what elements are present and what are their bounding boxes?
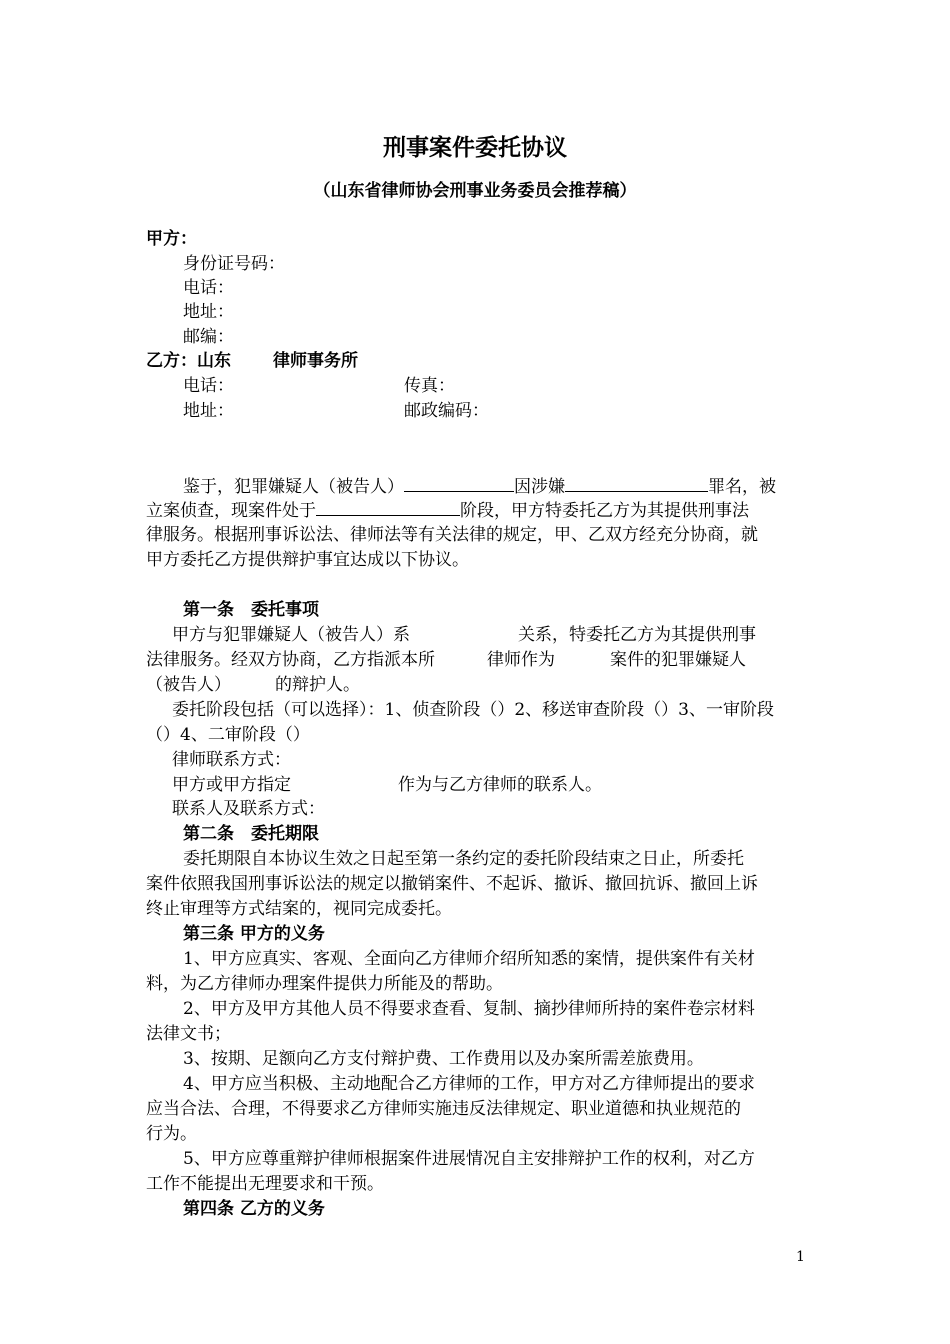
article-text: 的辩护人。 (275, 675, 360, 695)
article-text: 案件的犯罪嫌疑人 (610, 650, 746, 670)
article-1-line-6: 律师联系方式： (172, 750, 291, 770)
article-3-heading: 第三条 甲方的义务 (183, 924, 325, 944)
article-text: 作为与乙方律师的联系人。 (398, 775, 602, 795)
article-2-line-3: 终止审理等方式结案的，视同完成委托。 (146, 899, 452, 919)
article-1-line-5: （）4、二审阶段（） (146, 725, 310, 745)
preamble-text: 鉴于，犯罪嫌疑人（被告人） (183, 477, 404, 497)
article-3-p4-line-1: 4、甲方应当积极、主动地配合乙方律师的工作，甲方对乙方律师提出的要求 (183, 1074, 755, 1094)
article-3-p3-line-1: 3、按期、足额向乙方支付辩护费、工作费用以及办案所需差旅费用。 (183, 1049, 704, 1069)
suspect-name-blank[interactable] (404, 474, 514, 492)
article-3-p4-line-3: 行为。 (146, 1124, 197, 1144)
preamble-line-2 (146, 498, 749, 523)
article-1-line-1 (172, 623, 756, 647)
article-1-line-7 (172, 773, 602, 797)
party-b-label (146, 349, 358, 373)
charge-blank[interactable] (565, 474, 708, 492)
party-a-id-label: 身份证号码： (183, 254, 285, 274)
document-subtitle: （山东省律师协会刑事业务委员会推荐稿） (313, 181, 637, 201)
article-3-p1-line-1: 1、甲方应真实、客观、全面向乙方律师介绍所知悉的案情，提供案件有关材 (183, 949, 755, 969)
article-3-p2-line-2: 法律文书； (146, 1024, 231, 1044)
party-b-label-prefix: 乙方：山东 (146, 351, 231, 371)
party-b-address-label: 地址： (183, 401, 234, 421)
party-a-postcode-label: 邮编： (183, 327, 234, 347)
preamble-text: 罪名，被 (708, 477, 776, 497)
article-text: 关系，特委托乙方为其提供刑事 (518, 625, 756, 645)
article-3-p4-line-2: 应当合法、合理，不得要求乙方律师实施违反法律规定、职业道德和执业规范的 (146, 1099, 741, 1119)
article-text: 法律服务。经双方协商，乙方指派本所 (146, 650, 435, 670)
party-a-label: 甲方： (146, 229, 197, 249)
party-b-phone-label: 电话： (183, 376, 234, 396)
document-title: 刑事案件委托协议 (383, 134, 567, 161)
article-1-line-3 (146, 673, 360, 697)
article-3-p1-line-2: 料，为乙方律师办理案件提供力所能及的帮助。 (146, 974, 503, 994)
article-text: 甲方或甲方指定 (172, 775, 291, 795)
stage-blank[interactable] (316, 498, 460, 516)
preamble-line-3: 律服务。根据刑事诉讼法、律师法等有关法律的规定，甲、乙双方经充分协商，就 (146, 525, 758, 545)
party-b-label-suffix: 律师事务所 (273, 351, 358, 371)
party-b-fax-label: 传真： (404, 376, 455, 396)
article-text: 律师作为 (487, 650, 555, 670)
article-text: （被告人） (146, 675, 231, 695)
article-1-line-8: 联系人及联系方式： (172, 799, 325, 819)
party-b-postal-label: 邮政编码： (404, 401, 489, 421)
preamble-text: 阶段，甲方特委托乙方为其提供刑事法 (460, 501, 749, 521)
article-1-line-2 (146, 648, 746, 672)
preamble-text: 因涉嫌 (514, 477, 565, 497)
article-text: 甲方与犯罪嫌疑人（被告人）系 (172, 625, 410, 645)
article-4-heading: 第四条 乙方的义务 (183, 1199, 325, 1219)
article-1-heading: 第一条 委托事项 (183, 600, 319, 620)
article-2-heading: 第二条 委托期限 (183, 824, 319, 844)
page-number: 1 (796, 1249, 805, 1265)
preamble-text: 立案侦查，现案件处于 (146, 501, 316, 521)
party-a-address-label: 地址： (183, 302, 234, 322)
article-3-p5-line-2: 工作不能提出无理要求和干预。 (146, 1174, 384, 1194)
article-2-line-1: 委托期限自本协议生效之日起至第一条约定的委托阶段结束之日止，所委托 (183, 849, 744, 869)
article-2-line-2: 案件依照我国刑事诉讼法的规定以撤销案件、不起诉、撤诉、撤回抗诉、撤回上诉 (146, 874, 758, 894)
article-3-p2-line-1: 2、甲方及甲方其他人员不得要求查看、复制、摘抄律师所持的案件卷宗材料 (183, 999, 755, 1019)
preamble-line-4: 甲方委托乙方提供辩护事宜达成以下协议。 (146, 550, 469, 570)
article-3-p5-line-1: 5、甲方应尊重辩护律师根据案件进展情况自主安排辩护工作的权利，对乙方 (183, 1149, 755, 1169)
article-1-line-4: 委托阶段包括（可以选择）：1、侦查阶段（）2、移送审查阶段（）3、一审阶段 (172, 700, 774, 720)
party-a-phone-label: 电话： (183, 278, 234, 298)
preamble-line-1 (183, 474, 776, 499)
